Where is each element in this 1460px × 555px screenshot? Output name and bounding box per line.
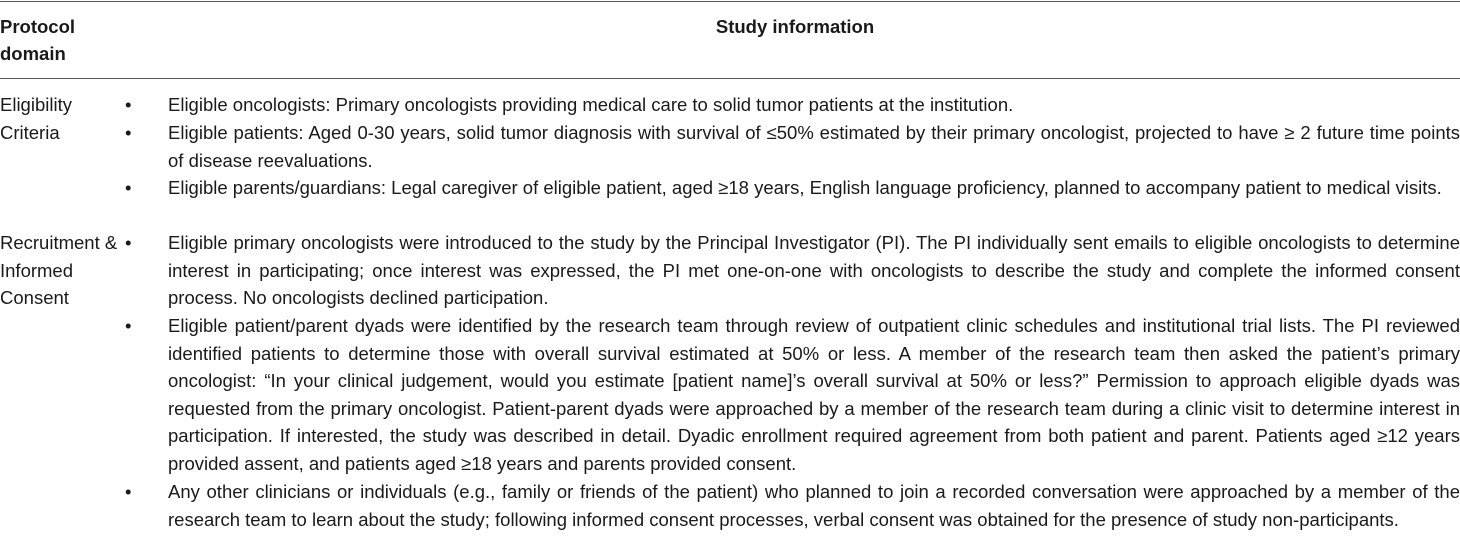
bullet-icon: • bbox=[125, 481, 132, 502]
item-text: Eligible primary oncologists were introduced to the study by the Principal Investigator (PI). The PI individually sent emails to eligible oncologists to determine interest in participating; once interest was expressed, the PI met one-on-one with oncologists to describe the study and complete the informed consent process. No oncologists declined participation. bbox=[168, 232, 1460, 308]
bullet-icon: • bbox=[125, 122, 132, 143]
bullet-icon: • bbox=[125, 94, 132, 115]
item-text: Eligible patient/parent dyads were identified by the research team through review of outpatient clinic schedules and institutional trial lists. The PI reviewed identified patients to determine those with overall survival estimated at 50% or less. A member of the research team then asked the patient’s primary oncologist: “In your clinical judgement, would you estimate [patient name]’s overall survival at 50% or less?” Permission to approach eligible dyads was requested from the primary oncologist. Patient-parent dyads were approached by a member of the research team during a clinic visit to determine interest in participation. If interested, the study was described in detail. Dyadic enrollment required agreement from both patient and parent. Patients aged ≥12 years provided assent, and patients aged ≥18 years and parents provided consent. bbox=[168, 315, 1460, 474]
bullet-icon: • bbox=[125, 232, 132, 253]
table-top-rule bbox=[0, 1, 1460, 2]
item-text: Eligible parents/guardians: Legal caregiver of eligible patient, aged ≥18 years, English language proficiency, planned to accompany patient to medical visits. bbox=[168, 177, 1442, 198]
header-study-information: Study information bbox=[715, 16, 875, 37]
item-text: Any other clinicians or individuals (e.g., family or friends of the patient) who planned to join a recorded conversation were approached by a member of the research team to learn about the study; following informed consent processes, verbal consent was obtained for the presence of study non-participants. bbox=[168, 481, 1460, 530]
domain-recruitment-informed-consent: Recruitment & Informed Consent bbox=[0, 232, 118, 308]
header-protocol-domain: Protocol domain bbox=[0, 16, 76, 64]
bullet-icon: • bbox=[125, 177, 132, 198]
table-header-rule bbox=[0, 78, 1460, 79]
item-text: Eligible oncologists: Primary oncologists providing medical care to solid tumor patients at the institution. bbox=[168, 94, 1014, 115]
domain-eligibility-criteria: Eligibility Criteria bbox=[0, 94, 72, 143]
item-text: Eligible patients: Aged 0-30 years, solid tumor diagnosis with survival of ≤50% estimated by their primary oncologist, projected to have ≥ 2 future time points of disease reevaluations. bbox=[168, 122, 1460, 171]
bullet-icon: • bbox=[125, 315, 132, 336]
